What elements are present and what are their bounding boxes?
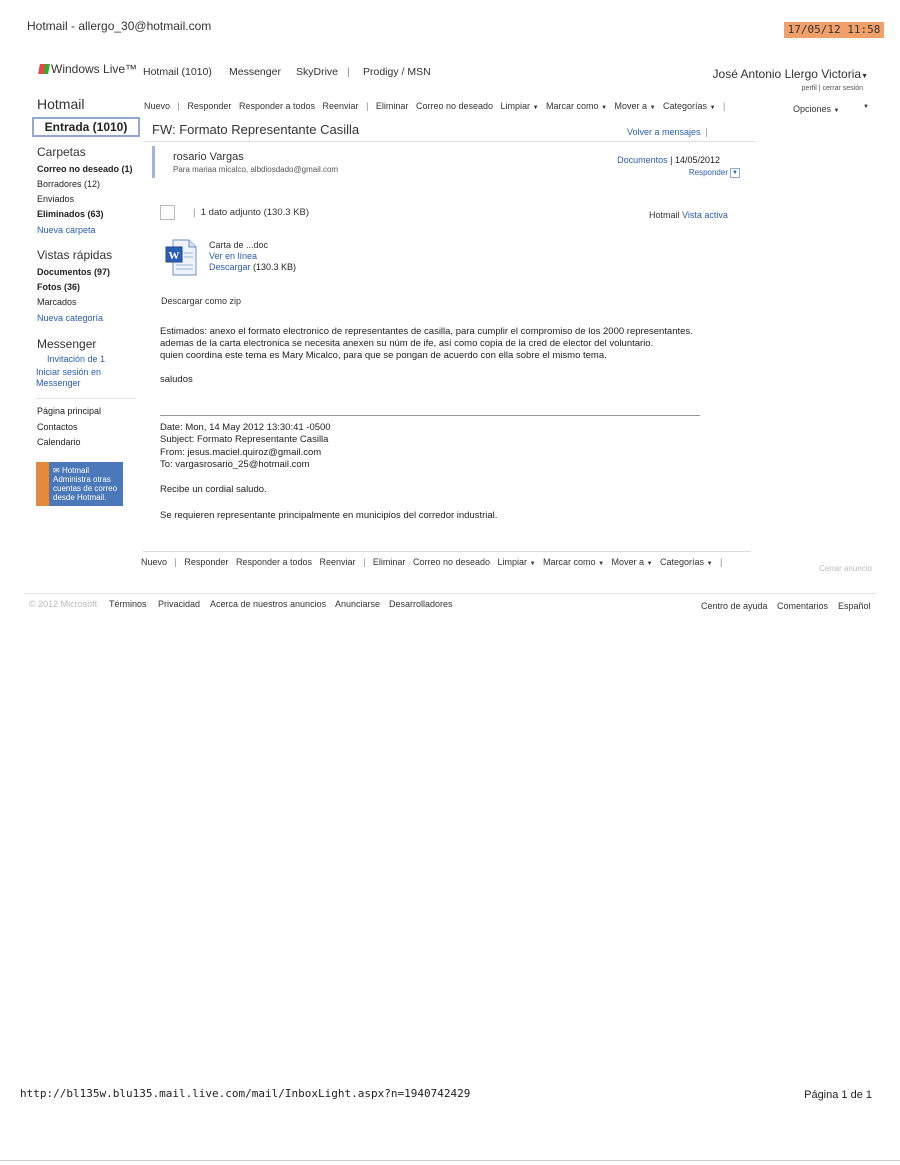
nav-hotmail[interactable]: Hotmail (1010) bbox=[143, 66, 212, 78]
messenger-invite[interactable]: Invitación de 1 bbox=[47, 354, 106, 364]
body-signoff: saludos bbox=[160, 374, 193, 385]
footer-about-ads-link[interactable]: Acerca de nuestros anuncios bbox=[210, 599, 327, 609]
user-name-menu[interactable] bbox=[713, 67, 868, 81]
folder-drafts[interactable]: Borradores (12) bbox=[37, 179, 101, 189]
sweep-menu[interactable] bbox=[501, 101, 539, 111]
back-to-messages-link[interactable]: Volver a mensajes | bbox=[627, 127, 708, 137]
forward-date: Date: Mon, 14 May 2012 13:30:41 -0500 bbox=[160, 422, 331, 433]
categories-menu[interactable] bbox=[663, 101, 716, 111]
view-online-link[interactable]: Ver en línea bbox=[209, 251, 258, 261]
download-link[interactable]: Descargar bbox=[209, 262, 251, 272]
move-to-menu[interactable] bbox=[615, 101, 656, 111]
nav-prodigy-msn[interactable]: Prodigy / MSN bbox=[363, 66, 431, 78]
forward-closing: Se requieren representante principalmente en municipios del corredor industrial. bbox=[160, 510, 498, 521]
attachment-count-text: 1 dato adjunto (130.3 KB) bbox=[200, 207, 310, 218]
folder-link[interactable]: Documentos bbox=[617, 155, 668, 165]
reply-dropdown-label: Responder bbox=[688, 168, 728, 178]
forward-button[interactable]: Reenviar bbox=[322, 101, 359, 111]
active-view-link[interactable]: Vista activa bbox=[682, 210, 728, 220]
link-calendar[interactable]: Calendario bbox=[37, 437, 81, 447]
chevron-down-icon: ▼ bbox=[532, 105, 539, 111]
junk-button[interactable]: Correo no deseado bbox=[412, 557, 491, 567]
delete-button[interactable]: Eliminar bbox=[372, 557, 406, 567]
reply-dropdown[interactable] bbox=[689, 168, 740, 178]
attachment-count: | 1 dato adjunto (130.3 KB) bbox=[193, 207, 310, 218]
move-to-menu[interactable] bbox=[612, 557, 653, 567]
toolbar-separator: | bbox=[172, 101, 185, 111]
forward-button[interactable]: Reenviar bbox=[319, 557, 356, 567]
footer-language-link[interactable]: Español bbox=[838, 601, 871, 611]
messenger-signin-2[interactable]: Messenger bbox=[36, 378, 81, 388]
active-view-label bbox=[649, 210, 728, 220]
forward-subject: Subject: Formato Representante Casilla bbox=[160, 434, 329, 445]
message-toolbar-bottom bbox=[141, 557, 722, 567]
logo-text: Windows Live™ bbox=[51, 62, 138, 76]
footer-terms-link[interactable]: Términos bbox=[109, 599, 147, 609]
print-title: Hotmail - allergo_30@hotmail.com bbox=[27, 19, 212, 33]
toolbar-separator: | bbox=[169, 557, 182, 567]
forward-to: To: vargasrosario_25@hotmail.com bbox=[160, 459, 310, 470]
print-timestamp: 17/05/12 11:58 bbox=[784, 22, 884, 38]
options-menu[interactable] bbox=[793, 104, 840, 114]
mail-icon: ✉ bbox=[53, 466, 60, 475]
hotmail-brand[interactable]: Hotmail bbox=[37, 96, 85, 112]
download-zip-link[interactable]: Descargar como zip bbox=[161, 296, 242, 306]
nav-skydrive[interactable]: SkyDrive bbox=[296, 66, 339, 78]
toolbar-separator: | bbox=[715, 557, 723, 567]
promo-brand: Hotmail bbox=[61, 466, 90, 475]
link-contacts[interactable]: Contactos bbox=[37, 422, 78, 432]
message-end-divider bbox=[143, 551, 751, 552]
reply-button[interactable]: Responder bbox=[184, 557, 229, 567]
toolbar-separator: | bbox=[718, 101, 726, 111]
junk-button[interactable]: Correo no deseado bbox=[415, 101, 494, 111]
move-to-label: Mover a bbox=[614, 101, 648, 111]
sidebar-divider bbox=[36, 398, 136, 399]
back-link-label: Volver a mensajes bbox=[627, 127, 701, 137]
new-button[interactable]: Nuevo bbox=[144, 101, 171, 111]
mark-as-menu[interactable] bbox=[546, 101, 607, 111]
body-line: ademas de la carta electronica se necesita anexen su núm de ife, así como copia de la cred de elector del voluntario. bbox=[160, 338, 654, 349]
attachment-size: (130.3 KB) bbox=[253, 262, 297, 272]
inbox-folder[interactable]: Entrada (1010) bbox=[32, 117, 140, 137]
sender-name[interactable]: rosario Vargas bbox=[173, 151, 244, 163]
print-url: http://bl135w.blu135.mail.live.com/mail/InboxLight.aspx?n=1940742429 bbox=[20, 1087, 471, 1100]
sender-accent-bar bbox=[152, 146, 155, 178]
chevron-down-icon: ▼ bbox=[601, 105, 608, 111]
quick-view-flagged[interactable]: Marcados bbox=[37, 297, 77, 307]
mark-as-label: Marcar como bbox=[546, 101, 599, 111]
windows-flag-icon bbox=[38, 64, 50, 74]
folder-junk[interactable]: Correo no deseado (1) bbox=[37, 164, 133, 174]
reply-button[interactable]: Responder bbox=[187, 101, 232, 111]
print-page-number: Página 1 de 1 bbox=[804, 1089, 872, 1101]
sweep-label: Limpiar bbox=[497, 557, 528, 567]
hotmail-tip-promo[interactable] bbox=[36, 462, 123, 506]
chevron-down-icon: ▼ bbox=[529, 561, 536, 567]
attachment-name: Carta de ...doc bbox=[209, 240, 269, 250]
message-toolbar bbox=[144, 101, 725, 111]
chevron-down-icon: ▼ bbox=[730, 168, 740, 178]
nav-messenger[interactable]: Messenger bbox=[229, 66, 281, 78]
footer-divider bbox=[24, 593, 876, 594]
promo-text bbox=[53, 466, 121, 502]
folder-deleted[interactable]: Eliminados (63) bbox=[37, 209, 104, 219]
categories-menu[interactable] bbox=[660, 557, 713, 567]
quick-view-photos[interactable]: Fotos (36) bbox=[37, 282, 81, 292]
options-label: Opciones bbox=[793, 104, 832, 114]
message-date: 14/05/2012 bbox=[674, 155, 720, 165]
body-line: quien coordina este tema es Mary Micalco, para que se pongan de acuerdo con ella sobre el mismo tema. bbox=[160, 350, 607, 361]
copyright: © 2012 Microsoft bbox=[29, 599, 98, 609]
nav-separator: | bbox=[347, 66, 350, 78]
new-folder-link[interactable]: Nueva carpeta bbox=[37, 225, 96, 235]
forward-from: From: jesus.maciel.quiroz@gmail.com bbox=[160, 447, 322, 458]
chevron-down-icon: ▼ bbox=[861, 73, 868, 80]
download-row bbox=[209, 262, 296, 272]
reply-all-button[interactable]: Responder a todos bbox=[235, 557, 312, 567]
move-to-label: Mover a bbox=[611, 557, 645, 567]
promo-side-strip bbox=[36, 462, 49, 506]
quick-views-heading: Vistas rápidas bbox=[37, 248, 113, 262]
link-home[interactable]: Página principal bbox=[37, 406, 102, 416]
promo-message: Administra otras cuentas de correo desde Hotmail. bbox=[53, 475, 118, 502]
new-category-link[interactable]: Nueva categoría bbox=[37, 313, 104, 323]
recipients: Para mariaa micalco, albdiosdado@gmail.com bbox=[173, 165, 339, 174]
footer-help-link[interactable]: Centro de ayuda bbox=[701, 601, 768, 611]
messenger-heading: Messenger bbox=[37, 337, 97, 351]
footer-feedback-link[interactable]: Comentarios bbox=[777, 601, 829, 611]
chevron-down-icon: ▼ bbox=[833, 108, 840, 114]
footer-privacy-link[interactable]: Privacidad bbox=[158, 599, 201, 609]
footer-advertise-link[interactable]: Anunciarse bbox=[335, 599, 381, 609]
user-links[interactable]: perfil | cerrar sesión bbox=[801, 85, 863, 92]
folders-heading: Carpetas bbox=[37, 145, 86, 159]
body-line: Estimados: anexo el formato electronico de representantes de casilla, para cumplir el compromiso de los 2000 representantes. bbox=[160, 326, 693, 337]
user-name: José Antonio Llergo Victoria bbox=[712, 67, 862, 81]
subject-divider bbox=[145, 141, 755, 142]
categories-label: Categorías bbox=[660, 557, 705, 567]
close-ad-link[interactable]: Cerrar anuncio bbox=[819, 564, 872, 573]
chevron-down-icon: ▼ bbox=[598, 561, 605, 567]
svg-text:W: W bbox=[168, 250, 180, 262]
message-subject: FW: Formato Representante Casilla bbox=[152, 122, 360, 137]
mark-as-menu[interactable] bbox=[543, 557, 604, 567]
sweep-menu[interactable] bbox=[498, 557, 536, 567]
chevron-down-icon: ▼ bbox=[649, 105, 656, 111]
forward-divider bbox=[160, 415, 700, 416]
toolbar-separator: | bbox=[361, 101, 374, 111]
mark-as-label: Marcar como bbox=[543, 557, 596, 567]
categories-label: Categorías bbox=[663, 101, 708, 111]
windows-live-logo[interactable] bbox=[39, 62, 137, 76]
new-button[interactable]: Nuevo bbox=[141, 557, 168, 567]
footer-developers-link[interactable]: Desarrolladores bbox=[389, 599, 453, 609]
chevron-down-icon: ▼ bbox=[709, 105, 716, 111]
folder-sent[interactable]: Enviados bbox=[37, 194, 75, 204]
active-view-prefix: Hotmail bbox=[649, 210, 680, 220]
chevron-down-icon: ▼ bbox=[646, 561, 653, 567]
delete-button[interactable]: Eliminar bbox=[375, 101, 409, 111]
toolbar-separator: | bbox=[358, 557, 371, 567]
folder-date: Documentos | 14/05/2012 bbox=[617, 155, 720, 165]
chevron-down-icon: ▼ bbox=[706, 561, 713, 567]
word-document-icon[interactable] bbox=[165, 239, 197, 276]
quick-view-documents[interactable]: Documentos (97) bbox=[37, 267, 111, 277]
sweep-label: Limpiar bbox=[500, 101, 531, 111]
attachment-checkbox[interactable] bbox=[160, 205, 175, 220]
help-chevron-icon[interactable]: ▼ bbox=[863, 104, 869, 110]
messenger-signin[interactable]: Iniciar sesión en bbox=[36, 367, 102, 377]
reply-all-button[interactable]: Responder a todos bbox=[238, 101, 315, 111]
page-edge bbox=[0, 1160, 900, 1161]
forward-greeting: Recibe un cordial saludo. bbox=[160, 484, 267, 495]
